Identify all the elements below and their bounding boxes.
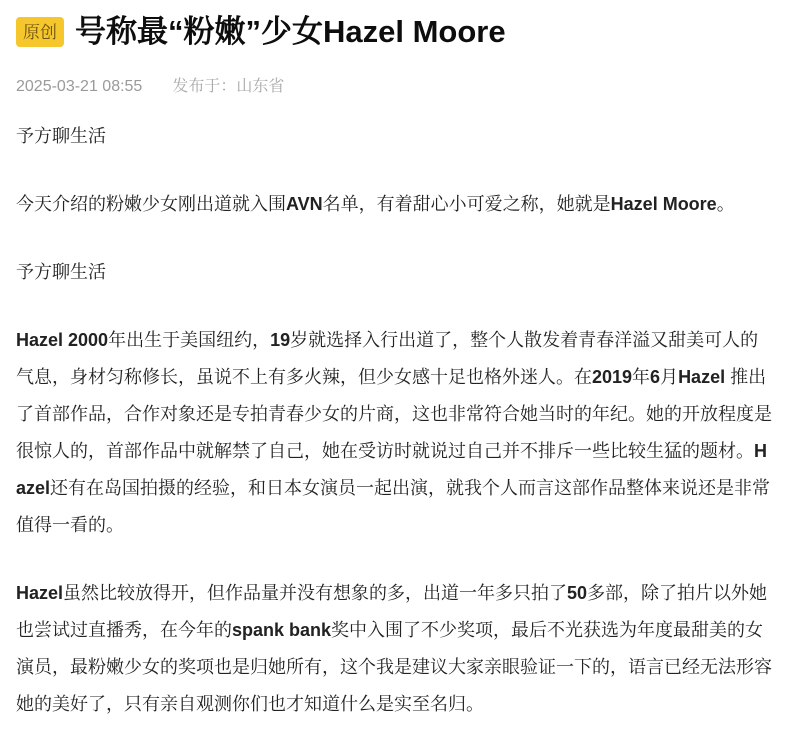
author-line: 予方聊生活 bbox=[16, 126, 106, 146]
author-line: 予方聊生活 bbox=[16, 262, 106, 282]
article-title: 号称最“粉嫩”少女Hazel Moore bbox=[75, 14, 506, 49]
meta-row bbox=[16, 76, 772, 98]
original-badge: 原创 bbox=[16, 17, 64, 47]
article-paragraph: 今天介绍的粉嫩少女刚出道就入围AVN名单，有着甜心小可爱之称，她就是Hazel Moore。 bbox=[16, 194, 735, 214]
title-row bbox=[16, 12, 772, 52]
article-content bbox=[16, 118, 772, 723]
publish-location: 发布于：山东省 bbox=[172, 78, 285, 95]
publish-time: 2025-03-21 08:55 bbox=[16, 78, 143, 95]
article-paragraph: Hazel 2000年出生于美国纽约，19岁就选择入行出道了，整个人散发着青春洋溢又甜美可人的气息，身材匀称修长，虽说不上有多火辣，但少女感十足也格外迷人。在2019年6月Hazel 推出了首部作品，合作对象还是专拍青春少女的片商，这也非常符合她当时的年纪。她的开放程度是很惊人的，首部作品中就解禁了自己，她在受访时就说过自己并不排斥一些比较生猛的题材。Hazel还有在岛国拍摄的经验，和日本女演员一起出演，就我个人而言这部作品整体来说还是非常值得一看的。 bbox=[16, 330, 772, 535]
article-paragraph: Hazel虽然比较放得开，但作品量并没有想象的多，出道一年多只拍了50多部，除了拍片以外她也尝试过直播秀，在今年的spank bank奖中入围了不少奖项，最后不光获选为年度最甜美的女演员，最粉嫩少女的奖项也是归她所有，这个我是建议大家亲眼验证一下的，语言已经无法形容她的美好了，只有亲自观测你们也才知道什么是实至名归。 bbox=[16, 583, 772, 714]
